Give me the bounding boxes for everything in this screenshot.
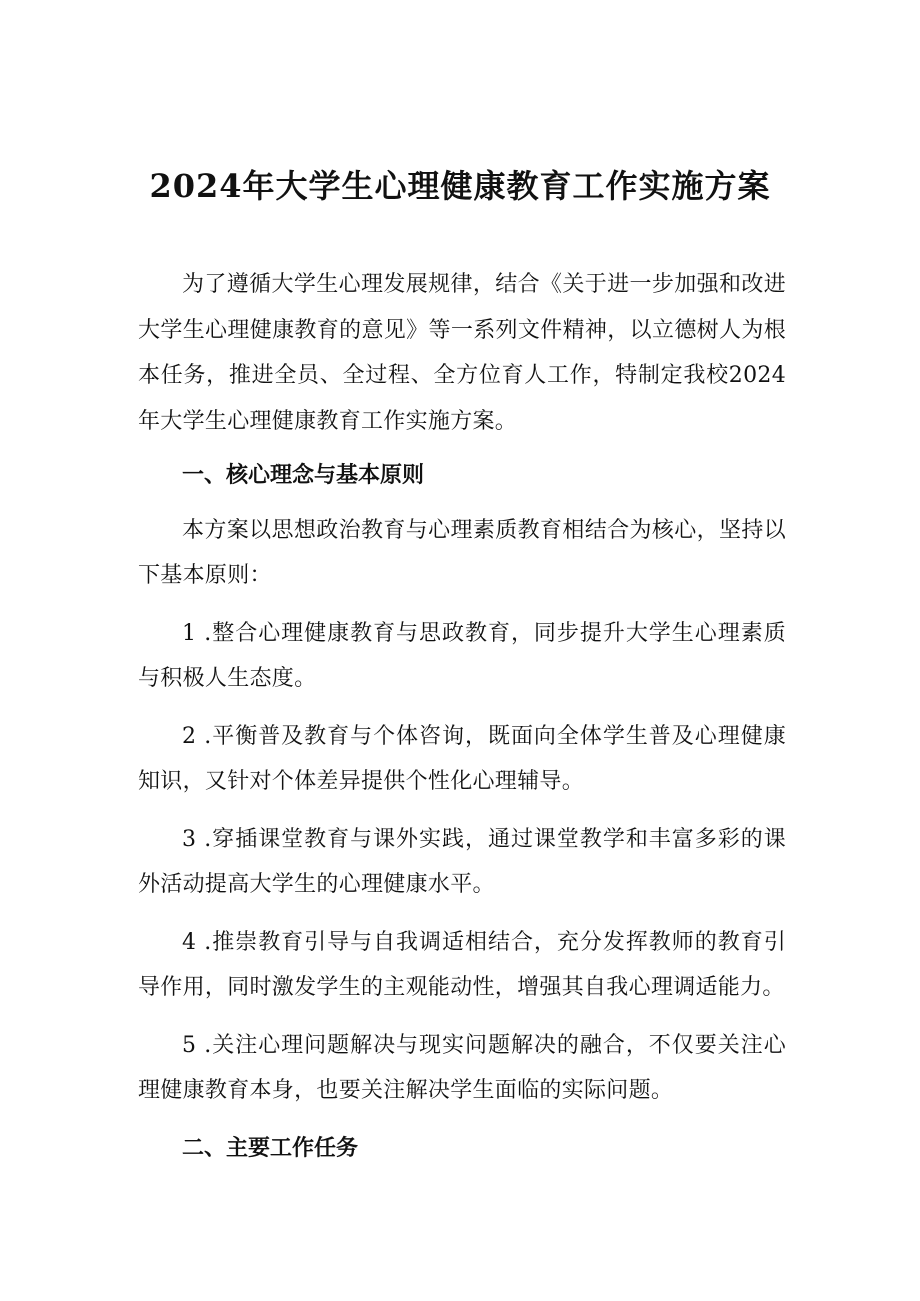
intro-paragraph: 为了遵循大学生心理发展规律，结合《关于进一步加强和改进大学生心理健康教育的意见》等一系列文件精神，以立德树人为根本任务，推进全员、全过程、全方位育人工作，特制定我校2024年大学生心理健康教育工作实施方案。 (138, 272, 786, 434)
principle-item-5: 5 .关注心理问题解决与现实问题解决的融合，不仅要关注心理健康教育本身，也要关注解决学生面临的实际问题。 (138, 1032, 786, 1103)
document-title: 2024年大学生心理健康教育工作实施方案 (149, 167, 771, 205)
section-heading-2: 二、主要工作任务 (182, 1135, 359, 1161)
principle-item-3: 3 .穿插课堂教育与课外实践，通过课堂教学和丰富多彩的课外活动提高大学生的心理健康水平。 (138, 826, 786, 897)
principle-item-2: 2 .平衡普及教育与个体咨询，既面向全体学生普及心理健康知识，又针对个体差异提供个性化心理辅导。 (138, 723, 786, 794)
principle-item-1: 1 .整合心理健康教育与思政教育，同步提升大学生心理素质与积极人生态度。 (138, 620, 786, 691)
section-heading-1: 一、核心理念与基本原则 (182, 463, 425, 488)
principle-item-4: 4 .推崇教育引导与自我调适相结合，充分发挥教师的教育引导作用，同时激发学生的主观能动性，增强其自我心理调适能力。 (138, 929, 786, 1000)
section-1-intro: 本方案以思想政治教育与心理素质教育相结合为核心，坚持以下基本原则： (138, 517, 786, 588)
document-body (138, 262, 786, 1171)
